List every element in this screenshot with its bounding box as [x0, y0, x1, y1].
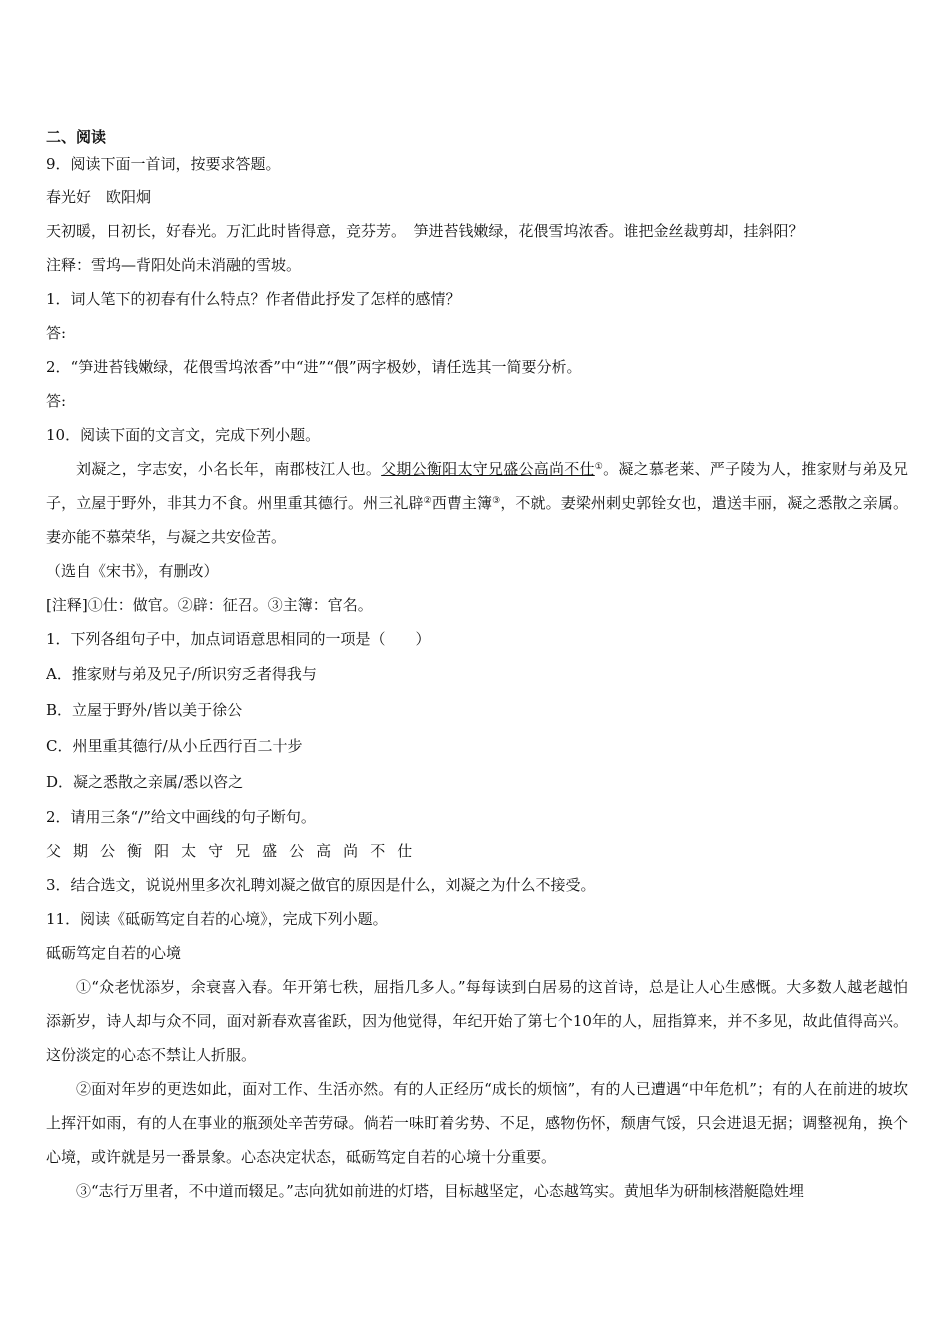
exam-page — [46, 126, 908, 1208]
sentence-char: 尚 — [343, 842, 359, 860]
q9-answer1: 答: — [46, 324, 67, 342]
q10-sub3: 3．结合选文，说说州里多次礼聘刘凝之做官的原因是什么，刘凝之为什么不接受。 — [46, 876, 596, 894]
sentence-char: 不 — [370, 842, 386, 860]
q9-sub2: 2．“笋进苔钱嫩绿，花偎雪坞浓香”中“进”“偎”两字极妙，请任选其一简要分析。 — [46, 358, 582, 376]
classical-passage — [46, 452, 908, 554]
q9-answer2: 答: — [46, 392, 67, 410]
footnote-marker-3: ③ — [492, 496, 501, 506]
sentence-char: 仕 — [397, 842, 413, 860]
sentence-char: 太 — [181, 842, 197, 860]
sentence-char: 高 — [316, 842, 332, 860]
passage-source: （选自《宋书》，有删改） — [46, 562, 219, 580]
passage-part-d: ，不就。妻梁州刺史郭铨女也，遣送丰丽，凝之悉散之亲属。妻亦能不慕荣华，与凝之共安俭苦。 — [46, 494, 908, 546]
passage-part-b: 。凝之慕老莱、严子陵为人，推家财与弟及兄子，立屋于野外，非其力不食。州里重其德行。州三礼辟 — [46, 460, 908, 512]
sentence-char: 父 — [46, 842, 62, 860]
q11-prompt: 11．阅读《砥砺笃定自若的心境》，完成下列小题。 — [46, 910, 388, 928]
poem-title: 春光好 欧阳炯 — [46, 188, 152, 206]
poem-text: 天初暖，日初长，好春光。万汇此时皆得意，竞芬芳。 笋进苔钱嫩绿，花偎雪坞浓香。谁把金丝裁剪却，挂斜阳？ — [46, 222, 804, 240]
question-11 — [46, 902, 908, 1208]
footnote-marker-1: ① — [594, 462, 604, 472]
sentence-char: 盛 — [262, 842, 278, 860]
sentence-char: 衡 — [127, 842, 143, 860]
sentence-to-punctuate — [46, 834, 908, 868]
option-b: B．立屋于野外/皆以美于徐公 — [46, 701, 243, 719]
option-a: A．推家财与弟及兄子/所识穷乏者得我与 — [46, 665, 317, 683]
article-title: 砥砺笃定自若的心境 — [46, 944, 182, 962]
sentence-char: 阳 — [154, 842, 170, 860]
passage-part-a: 刘凝之，字志安，小名长年，南郡枝江人也。 — [76, 460, 382, 478]
q9-prompt: 9．阅读下面一首词，按要求答题。 — [46, 155, 281, 173]
q9-sub1: 1．词人笔下的初春有什么特点？作者借此抒发了怎样的感情？ — [46, 290, 461, 308]
article-paragraph-2: ②面对年岁的更迭如此，面对工作、生活亦然。有的人正经历“成长的烦恼”，有的人已遭遇“中年危机”；有的人在前进的坡坎上挥汗如雨，有的人在事业的瓶颈处辛苦劳碌。倘若一味盯着劣势、不足，感物伤怀，颓唐气馁，只会进退无据；调整视角，换个心境，或许就是另一番景象。心态决定状态，砥砺笃定自若的心境十分重要。 — [46, 1080, 908, 1166]
q10-prompt: 10．阅读下面的文言文，完成下列小题。 — [46, 426, 321, 444]
q10-sub1: 1．下列各组句子中，加点词语意思相同的一项是（ ） — [46, 630, 431, 648]
article-paragraph-3: ③“志行万里者，不中道而辍足。”志向犹如前进的灯塔，目标越坚定，心态越笃实。黄旭华为研制核潜艇隐姓埋 — [76, 1182, 804, 1200]
sentence-char: 期 — [73, 842, 89, 860]
question-10 — [46, 418, 908, 902]
passage-part-c: 西曹主簿 — [431, 494, 493, 512]
section-title: 二、阅读 — [46, 128, 107, 146]
option-d: D．凝之悉散之亲属/悉以咨之 — [46, 773, 244, 791]
sentence-char: 公 — [289, 842, 305, 860]
question-9 — [46, 148, 908, 418]
passage-notes: [注释]①仕：做官。②辟：征召。③主簿：官名。 — [46, 596, 373, 614]
article-paragraph-1: ①“众老忧添岁，余衰喜入春。年开第七秩，屈指几多人。”每每读到白居易的这首诗，总是让人心生感慨。大多数人越老越怕添新岁，诗人却与众不同，面对新春欢喜雀跃，因为他觉得，年纪开始了第七个10年的人，屈指算来，并不多见，故此值得高兴。这份淡定的心态不禁让人折服。 — [46, 978, 908, 1064]
q10-sub2: 2．请用三条“/”给文中画线的句子断句。 — [46, 808, 316, 826]
footnote-marker-2: ② — [423, 496, 432, 506]
underlined-sentence: 父期公衡阳太守兄盛公高尚不仕 — [381, 460, 595, 478]
sentence-char: 兄 — [235, 842, 251, 860]
poem-note: 注释：雪坞—背阳处尚未消融的雪坡。 — [46, 256, 302, 274]
sentence-char: 公 — [100, 842, 116, 860]
sentence-char: 守 — [208, 842, 224, 860]
option-c: C．州里重其德行/从小丘西行百二十步 — [46, 737, 303, 755]
